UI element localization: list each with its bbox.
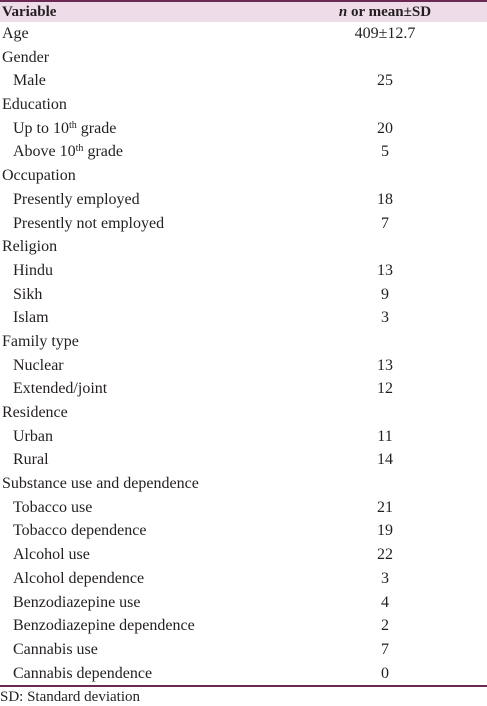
row-label-text: Gender [2, 48, 50, 66]
table-row [0, 354, 487, 378]
row-value: 0 [381, 664, 389, 682]
row-label-text: Extended/joint [13, 380, 108, 398]
row-label-text: Rural [13, 451, 49, 469]
row-label [2, 235, 57, 258]
row-value: 22 [377, 546, 393, 564]
table-row [0, 638, 487, 662]
row-label [13, 662, 152, 685]
row-value: 25 [377, 72, 393, 90]
row-label [2, 93, 67, 116]
row-label [13, 259, 53, 282]
row-label-text: Presently not employed [13, 214, 165, 232]
row-label [13, 69, 46, 92]
row-value: 19 [377, 522, 393, 540]
row-label-text: Sikh [13, 285, 43, 303]
table-row [0, 448, 487, 472]
row-label [13, 354, 64, 377]
row-label [13, 188, 140, 211]
row-value: 3 [381, 309, 389, 327]
row-label [2, 46, 49, 69]
row-value: 4 [381, 593, 389, 611]
row-label [13, 638, 98, 661]
row-value: 13 [377, 261, 393, 279]
row-label [2, 472, 199, 495]
row-value: 2 [381, 617, 389, 635]
table-row [0, 69, 487, 93]
row-value: 20 [377, 119, 393, 137]
row-label-suffix: grade [83, 143, 123, 161]
row-label [13, 425, 53, 448]
row-label-text: Benzodiazepine use [13, 593, 141, 611]
table-row [0, 93, 487, 117]
header-variable: Variable [2, 4, 57, 20]
row-label [2, 164, 76, 187]
row-label [13, 519, 146, 542]
table-row [0, 164, 487, 188]
table-row [0, 188, 487, 212]
row-label-text: Nuclear [13, 356, 64, 374]
row-value: 5 [381, 143, 389, 161]
row-label [13, 306, 49, 329]
row-value: 11 [377, 427, 393, 445]
row-label-superscript: th [69, 119, 77, 131]
row-label [13, 212, 164, 235]
table-row [0, 330, 487, 354]
table-row [0, 283, 487, 307]
row-value: 18 [377, 190, 393, 208]
table-row [0, 567, 487, 591]
header-value-rest: or mean±SD [347, 4, 432, 20]
row-label-text: Age [2, 25, 29, 42]
row-label [13, 448, 49, 471]
table-row [0, 591, 487, 615]
row-label-suffix: grade [76, 119, 117, 137]
row-label [13, 567, 144, 590]
row-label [13, 543, 90, 566]
row-label-text: Religion [2, 238, 58, 256]
row-label-text: Cannabis use [13, 640, 98, 658]
row-label [2, 401, 68, 424]
row-label [13, 591, 141, 614]
row-label-text: Tobacco use [13, 498, 93, 516]
row-value: 13 [377, 356, 393, 374]
row-label-text: Alcohol dependence [13, 569, 145, 587]
row-label-text: Residence [2, 404, 68, 421]
row-value: 9 [381, 285, 389, 303]
header-value-n: n [338, 4, 348, 20]
row-label-text: Islam [13, 309, 49, 327]
row-label-text: Education [2, 96, 67, 114]
table-row [0, 543, 487, 567]
table-row [0, 46, 487, 70]
row-label-text: Tobacco dependence [13, 522, 147, 540]
row-label [13, 117, 116, 140]
row-value: 12 [377, 380, 393, 398]
row-label [2, 22, 29, 45]
row-label [13, 283, 42, 306]
table-header [0, 0, 487, 22]
table-row [0, 306, 487, 330]
row-label [2, 330, 79, 353]
row-value: 7 [381, 640, 389, 658]
table-row [0, 425, 487, 449]
table-row [0, 140, 487, 164]
row-label-text: Substance use and dependence [2, 475, 199, 493]
row-label-text: Male [13, 72, 46, 90]
row-label-text: Occupation [2, 167, 76, 185]
row-label-text: Benzodiazepine dependence [13, 617, 195, 635]
header-value [290, 3, 480, 22]
table-row [0, 117, 487, 141]
row-label-text: Presently employed [13, 190, 140, 208]
table-row [0, 259, 487, 283]
table-row [0, 235, 487, 259]
row-label-text: Hindu [13, 261, 53, 279]
table-body [0, 22, 487, 685]
table-row [0, 614, 487, 638]
table-bottom-rule [0, 685, 487, 687]
row-value: 14 [377, 451, 393, 469]
row-label-text: Cannabis dependence [13, 664, 153, 682]
table-row [0, 496, 487, 520]
table-row [0, 401, 487, 425]
table-row [0, 519, 487, 543]
row-label [13, 140, 123, 163]
row-value: 409±12.7 [354, 25, 416, 42]
row-label-text: Urban [13, 427, 53, 445]
table-footnote: SD: Standard deviation [0, 689, 140, 705]
row-label [13, 377, 107, 400]
row-value: 3 [381, 569, 389, 587]
row-label-superscript: th [75, 143, 84, 155]
table-row [0, 377, 487, 401]
table-row [0, 22, 487, 46]
row-value: 7 [381, 214, 389, 232]
row-value: 21 [377, 498, 393, 516]
row-label [13, 496, 92, 519]
row-label-text: Above 10 [13, 143, 76, 161]
row-label-text: Up to 10 [13, 119, 69, 137]
row-label-text: Alcohol use [13, 546, 90, 564]
table-row [0, 472, 487, 496]
row-label-text: Family type [2, 332, 79, 350]
row-label [13, 614, 195, 637]
table-row [0, 212, 487, 236]
table-row [0, 662, 487, 686]
